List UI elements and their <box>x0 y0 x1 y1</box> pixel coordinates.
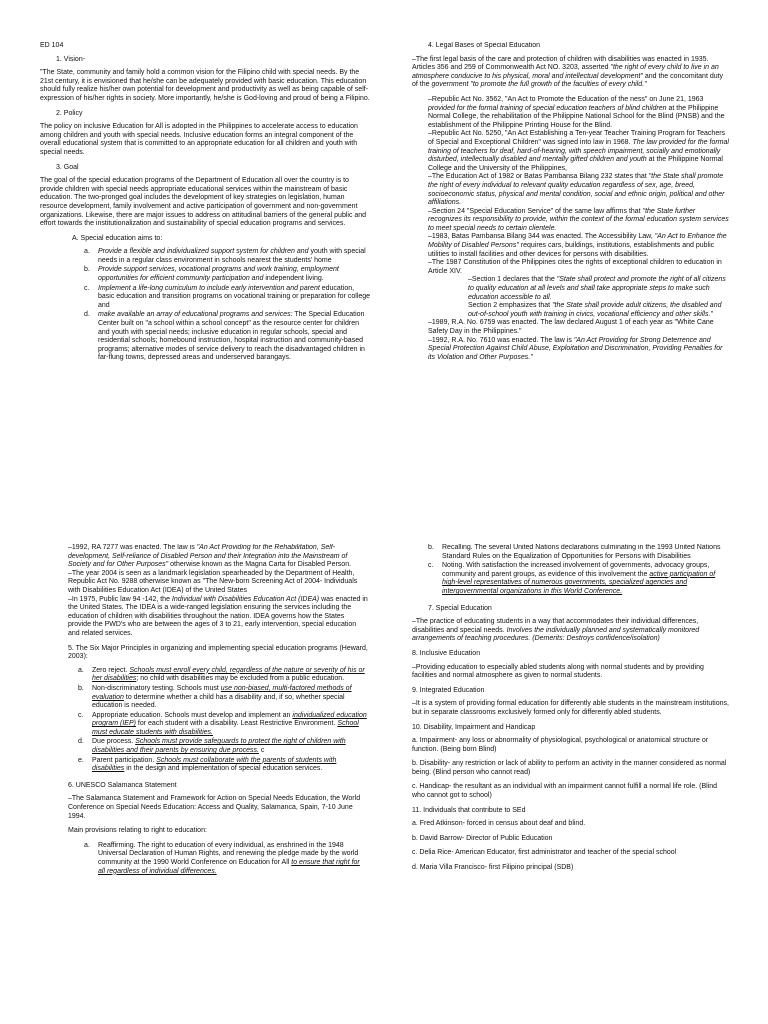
text-fragment: c. <box>78 711 84 719</box>
text-fragment: c <box>260 747 265 755</box>
impairment-text: a. Impairment- any loss or abnormality of physiological, psychological or anatomical structure or function. (Being born Blind) <box>412 737 709 753</box>
page-bottom-left <box>68 544 368 969</box>
noting-item <box>428 562 730 596</box>
text-fragment: b. <box>428 544 434 551</box>
text-fragment: "the State shall promote the right of every individual to relevant quality education regardless of sex, age, breed, socioeconomic status, physical and mental condition, social and ethnic origin, political and other affiliations. <box>428 173 725 207</box>
legal-list <box>428 96 730 362</box>
text-fragment: –1992, R.A. No. 7610 was enacted. The law is <box>428 336 572 344</box>
legal-item <box>428 173 730 207</box>
text-fragment: "the right of every child to live in an atmosphere conducive to his physical, moral and intellectual development" <box>412 64 719 80</box>
text-fragment: –Republic Act No. 3562, "An Act to Promote the Education of the ness" on June 21, 1963 <box>428 95 704 103</box>
text-fragment: Section 2 emphasizes that <box>468 302 551 310</box>
legal-item <box>428 208 730 234</box>
text-fragment: a. <box>84 841 90 849</box>
idea <box>68 596 368 639</box>
aims-label: A. Special education aims to: <box>72 234 163 242</box>
principle-item <box>78 667 368 684</box>
policy-heading: 2. Policy <box>56 109 83 117</box>
text-fragment: active participation of high-level representatives of numerous governments, specialized agencies and intergovernmental organizations in this World Conference. <box>442 570 716 595</box>
inclusive-heading: 8. Inclusive Education <box>412 649 481 657</box>
text-fragment: individualized education program (IEP) <box>92 711 367 728</box>
integrated-text: –It is a system of providing formal education for differently able students in the mainstream institutions, but in separate classrooms exclusively formed only for differently abled students. <box>412 700 729 716</box>
legal-item <box>428 259 730 276</box>
text-fragment: Zero reject. <box>92 666 128 674</box>
disability-text: b. Disability- any restriction or lack of ability to perform an activity in the manner considered as normal being. (Blind person who cannot read) <box>412 760 727 776</box>
text-fragment: "An Act Providing for Strong Deterrence and Special Protection Against Child Abuse, Exploitation and Discrimination, Providing Penalties for its Violation and Other Purposes." <box>428 336 723 361</box>
handicap-text: c. Handicap- the resultant as an individual with an impairment cannot fulfill a normal life role. (Blind who cannot got to school) <box>412 783 718 800</box>
text-fragment: education, basic education and transition programs on vocational training or preparation for college and <box>98 284 370 309</box>
text-fragment: Involves the individually planned and systematically monitored arrangements of teaching procedures. (Demerits: Destroys confidence/isolation) <box>412 626 700 643</box>
text-fragment: make available an array of educational programs and services: <box>98 311 293 319</box>
goal-heading: 3. Goal <box>56 163 79 171</box>
text-fragment: Schools must collaborate with the parents of students with disabilities <box>92 756 337 773</box>
text-fragment: "the State further recognizes its responsibility to provide, within the context of the formal education system services to meet special needs to certain clientele. <box>428 207 729 232</box>
principle-item <box>78 712 368 738</box>
text-fragment: Implement a life-long curriculum to include early intervention and parent <box>98 284 320 292</box>
text-fragment: Non-discriminatory testing. Schools must <box>92 684 219 692</box>
text-fragment: "the State shall provide adult citizens, the disabled and out-of-school youth with training in civics, vocational efficiency and other skills." <box>468 302 722 318</box>
contributor-item: c. Delia Rice- American Educator, first administrator and teacher of the special school <box>412 849 677 857</box>
text-fragment: and the concomitant duty of the <box>412 72 724 89</box>
text-fragment: to ensure that right for all regardless of individual differences. <box>98 859 360 875</box>
unesco-text: –The Salamanca Statement and Framework for Action on Special Needs Education, the World Conference on Special Needs Education: Access and Quality, Salamanca, Spain, 7-10 June 1994. <box>68 795 361 820</box>
text-fragment: d. <box>84 311 90 319</box>
legal-item <box>428 130 730 173</box>
goal-text: The goal of the special education programs of the Department of Education all over the country is to provide children with special needs appropriate educational services within the mainstream of basic education. The two-pronged goal includes the development of key strategies on legislation, human resource development, family involvement and active participation of government and non-government organizations. Likewise, there are major issues to address on attitudinal barriers of the general public and effort towards the institutionalization and sustainability of special education programs and services. <box>40 177 367 228</box>
text-fragment: c. <box>84 284 90 292</box>
legal-bases-heading: 4. Legal Bases of Special Education <box>428 42 541 49</box>
text-fragment: Individual with Disabilities Education Act (IDEA) <box>171 595 320 603</box>
ra7277 <box>68 544 368 570</box>
text-fragment: –Section 24 "Special Education Service" of the same law affirms that <box>428 207 641 215</box>
text-fragment: b. <box>78 684 84 692</box>
text-fragment: e. <box>78 756 84 764</box>
constitution-section-1 <box>428 276 730 302</box>
disability-heading: 10. Disability, Impairment and Handicap <box>412 723 536 731</box>
text-fragment: The law provided for the formal training of teachers for deaf, hard-of-hearing, with speech impairment, socially and emotionally disturbed, intellectually disabled and mentally gifted children and youth <box>428 138 729 164</box>
text-fragment: a. <box>84 248 90 256</box>
text-fragment: –Section 1 declares that the <box>468 276 555 284</box>
legal-item <box>428 233 730 259</box>
contributor-item: b. David Barrow- Director of Public Education <box>412 834 553 842</box>
text-fragment: was enacted in the United States. The IDEA is a wide-ranged legislation ensuring the services including the education of children with disabilities throughout the nation. IDEA governs how the States provide the PWD's who are between the ages of 3 to 21, early intervention, special education and related services. <box>68 595 368 637</box>
text-fragment: for each student with a disability. Least Restrictive Environment. <box>137 720 336 728</box>
text-fragment: Parent participation. <box>92 756 155 764</box>
text-fragment: in the design and implementation of special education services. <box>126 765 323 773</box>
text-fragment: –The Education Act of 1982 or Batas Pambansa Bilang 232 states that <box>428 173 647 181</box>
principle-item <box>78 757 368 774</box>
text-fragment: otherwise known as the Magna Carta for Disabled Person. <box>170 561 352 569</box>
policy-text: The policy on inclusive Education for All is adopted in the Philippines to accelerate access to education among children and youth with special needs. Inclusive education forms an integral component of the overall educational system that is committed to an appropriate education for all children and youth with special needs. <box>40 123 358 156</box>
text-fragment: "State shall protect and promote the right of all citizens to quality education at all levels and shall take appropriate steps to make such education accessible to all. <box>468 276 726 301</box>
text-fragment: "An Act Providing for the Rehabilitation, Self-development, Self-reliance of Disabled Person and their Integration into the Mainstream of Society and for Other Purposes" <box>68 544 348 569</box>
text-fragment: –1992, RA 7277 was enacted. The law is <box>68 544 195 551</box>
text-fragment: Provide support services, vocational programs and work training, employment opportunities for efficient community participation and <box>98 266 339 283</box>
contributors-heading: 11. Individuals that contribute to SEd <box>412 806 526 814</box>
provisions-label: Main provisions relating to right to education: <box>68 827 207 835</box>
page-top-left <box>40 42 370 482</box>
constitution-section-2 <box>428 302 730 319</box>
text-fragment: –In 1975, Public law 94 -142, the <box>68 595 170 603</box>
text-fragment: –The 1987 Constitution of the Philippines cites the rights of exceptional children to education in Article XIV. <box>428 259 722 275</box>
page-bottom-right <box>412 544 730 969</box>
sped-text <box>412 618 730 644</box>
text-fragment: "An Act to Enhance the Mobility of Disabled Persons" <box>428 233 727 250</box>
text-fragment: Schools must enroll every child, regardless of the nature or severity of his or her disabilities <box>92 666 365 683</box>
text-fragment: Appropriate education. Schools must develop and implement an <box>92 711 291 719</box>
text-fragment: independent living. <box>265 275 324 283</box>
legal-intro <box>412 56 730 90</box>
text-fragment: –The practice of educating students in a way that accommodates their individual differences, disabilities and special needs. <box>412 618 699 634</box>
text-fragment: Provide a flexible and individualized support system for children and <box>98 248 309 256</box>
text-fragment: Recalling. The several United Nations declarations culminating in the 1993 United Nations Standard Rules on the Equalization of Opportunities for Persons with Disabilities <box>442 544 721 560</box>
aim-item <box>84 285 370 311</box>
text-fragment: youth with special needs in a regular class environment in schools nearest the students' home <box>98 248 366 264</box>
text-fragment: b. <box>84 266 90 274</box>
aim-item <box>84 266 370 283</box>
text-fragment: government "to promote the full growth of the faculties of every child." <box>431 81 647 89</box>
text-fragment: Noting. With satisfaction the increased involvement of governments, advocacy groups, community and parent groups, as evidence of this involvement the <box>442 562 710 578</box>
text-fragment: to determine whether a child has a disability and, if so, whether special education is needed. <box>92 693 345 710</box>
sped-heading: 7. Special Education <box>428 604 492 612</box>
legal-item: –1989, R.A. No. 6759 was enacted. The law declared August 1 of each year as "White Cane Safety Day in the Philippines." <box>428 319 714 335</box>
legal-item <box>428 96 730 130</box>
text-fragment: –The first legal basis of the care and protection of children with disabilities was enacted in 1935. Articles 356 and 259 of Commonwealth Act NO. 3203, asserted <box>412 55 709 72</box>
principles-list <box>78 667 368 774</box>
text-fragment: Reaffirming. The right to education of every individual, as enshrined in the 1948 Universal Declaration of Human Rights, and renewing the pledge made by the world community at the 1990 World Conference on Education for All <box>98 841 359 866</box>
text-fragment: at the Philippine Normal College, the rehabilitation of the Philippine National School for the Blind (PNSB) and the establishment of the Philippine Printing House for the Blind. <box>428 104 725 129</box>
vision-text: "The State, community and family hold a common vision for the Filipino child with special needs. By the 21st century, it is envisioned that he/she can be adequately provided with basic education. This education should fully realize his/her own potential for development and productivity as well as being capable of self-expression of his/her rights in society. More importantly, he/she is God-loving and proud of being a Filipino. <box>40 69 370 102</box>
aims-list <box>84 248 370 363</box>
principle-item <box>78 685 368 711</box>
principles-heading: 5. The Six Major Principles in organizing and implementing special education programs (Heward, 2003): <box>68 644 368 661</box>
integrated-heading: 9. Integrated Education <box>412 686 485 694</box>
principle-item <box>78 738 368 755</box>
text-fragment: use non-biased, multi-factored methods of evaluation <box>92 684 352 701</box>
text-fragment: ; no child with disabilities may be excluded from a public education. <box>136 675 345 683</box>
text-fragment: provided for the formal training of special education teachers of blind children <box>428 104 667 112</box>
inclusive-text: –Providing education to especially abled students along with normal students and by providing facilities and normal atmosphere as given to normal students. <box>412 663 704 680</box>
text-fragment: –1983, Batas Pambansa Bilang 344 was enacted. The Accessibility Law, <box>428 233 653 241</box>
text-fragment: requires cars, buildings, institutions, establishments and public utilities to install facilities and other devices for persons with disabilities. <box>428 242 715 258</box>
text-fragment: Due process. <box>92 738 134 746</box>
course-code: ED 104 <box>40 42 64 49</box>
aim-item <box>84 248 370 265</box>
vision-heading: 1. Vision- <box>56 55 86 63</box>
text-fragment: Schools must provide safeguards to protect the right of children with disabilities and their parents by ensuring due process. <box>92 738 346 755</box>
ra9288: –The year 2004 is seen as a landmark legislation spearheaded by the Department of Health, Republic Act No. 9288 otherwise known as "The New-born Screening Act of 2004- Individuals with Disabilities Education Act (IDEA) of the United States <box>68 569 358 594</box>
contributor-item: a. Fred Atkinson- forced in census about deaf and blind. <box>412 820 586 828</box>
text-fragment: a. <box>78 666 84 674</box>
text-fragment: d. <box>78 738 84 746</box>
legal-item <box>428 337 730 363</box>
page-top-right <box>412 42 730 482</box>
unesco-heading: 6. UNESCO Salamanca Statement <box>68 781 177 789</box>
recalling-item <box>428 544 730 561</box>
contributor-item: d. Maria Villa Francisco- first Filipino principal (SDB) <box>412 864 574 872</box>
text-fragment: School must educate students with disabilities. <box>92 720 359 736</box>
text-fragment: –Republic Act No. 5250, "An Act Establishing a Ten-year Teacher Training Program for Teachers of Special and Exceptional Children" was signed into law in 1968. <box>428 130 726 146</box>
aim-item <box>84 311 370 363</box>
reaffirming-item <box>84 842 368 876</box>
text-fragment: c. <box>428 562 434 570</box>
text-fragment: The Special Education Center built on "a school within a school concept" as the resource center for children and youth with special needs; inclusive education in regular schools, special and residential schools; homebound instruction, hospital instruction and community-based programs; alternative modes of service delivery to reach the disadvantaged children in far-flung towns, depressed areas and underserved barangays. <box>98 311 365 362</box>
text-fragment: at the Philippine Normal College and the University of the Philippines, <box>428 156 723 172</box>
